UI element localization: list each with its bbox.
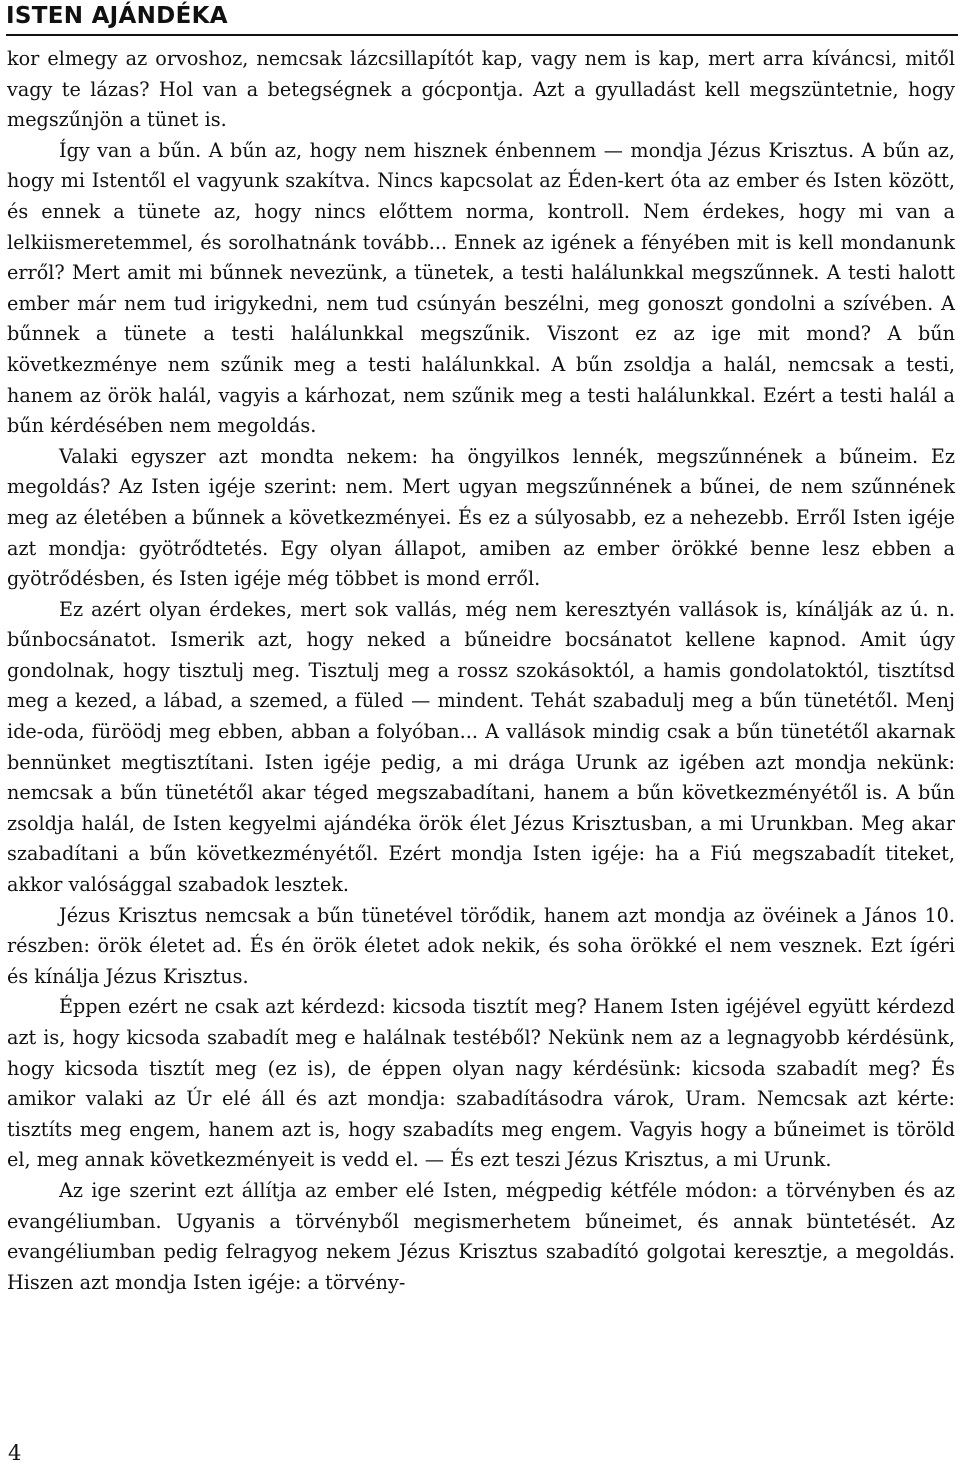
paragraph: Éppen ezért ne csak azt kérdezd: kicsoda tisztít meg? Hanem Isten igéjével együtt kérdezd azt is, hogy kicsoda szabadít meg e halálnak testéből? Nekünk nem az a legnagyobb kérdésünk, hogy kicsoda tisztít meg (ez is), de éppen olyan nagy kérdésünk: kicsoda szabadít meg? És amikor valaki az Úr elé áll és azt mondja: szabadításodra várok, Uram. Nemcsak azt kérte: tisztíts meg engem, hanem azt is, hogy szabadíts meg engem. Vagyis hogy a bűneimet is töröld el, meg annak következményeit is vedd el. — És ezt teszi Jézus Krisztus, a mi Urunk. (7, 995, 955, 1172)
paragraph: Ez azért olyan érdekes, mert sok vallás, még nem keresztyén vallások is, kínálják az ú. n. bűnbocsánatot. Ismerik azt, hogy neked a bűneidre bocsánatot kellene kapnod. Amit úgy gondolnak, hogy tisztulj meg. Tisztulj meg a rossz szokásoktól, a hamis gondolatoktól, tisztítsd meg a kezed, a lábad, a szemed, a füled — mindent. Tehát szabadulj meg a bűn tünetétől. Menj ide-oda, füröödj meg ebben, abban a folyóban... A vallások mindig csak a bűn tünetétől akarnak bennünket megtisztítani. Isten igéje pedig, a mi drága Urunk az igében azt mondja nekünk: nemcsak a bűn tünetétől akar téged megszabadítani, hanem a bűn következményétől is. A bűn zsoldja halál, de Isten kegyelmi ajándéka örök élet Jézus Krisztusban, a mi Urunkban. Meg akar szabadítani a bűn következményétől. Ezért mondja Isten igéje: ha a Fiú megszabadít titeket, akkor valósággal szabadok lesztek. (7, 597, 955, 897)
body-text (7, 44, 955, 1298)
page-number: 4 (8, 1441, 22, 1465)
paragraph: Jézus Krisztus nemcsak a bűn tünetével törődik, hanem azt mondja az övéinek a János 10. részben: örök életet ad. És én örök életet adok nekik, és soha örökké el nem vesznek. Ezt ígéri és kínálja Jézus Krisztus. (7, 903, 955, 988)
running-head-title: ISTEN AJÁNDÉKA (6, 3, 228, 29)
paragraph: Az ige szerint ezt állítja az ember elé Isten, mégpedig kétféle módon: a törvényben és az evangéliumban. Ugyanis a törvényből megismerhetem bűneimet, és annak büntetését. Az evangéliumban pedig felragyog nekem Jézus Krisztus szabadító golgotai keresztje, a megoldás. Hiszen azt mondja Isten igéje: a törvény- (7, 1178, 955, 1294)
header-rule (6, 34, 958, 36)
paragraph: Így van a bűn. A bűn az, hogy nem hisznek énbennem — mondja Jézus Krisztus. A bűn az, hogy mi Istentől el vagyunk szakítva. Nincs kapcsolat az Éden-kert óta az ember és Isten között, és ennek a tünete az, hogy nincs előttem norma, kontroll. Nem érdekes, hogy mi van a lelkiismeretemmel, és sorolhatnánk tovább... Ennek az igének a fényében mit is kell mondanunk erről? Mert amit mi bűnnek nevezünk, a tünetek, a testi halálunkkal megszűnnek. A testi halott ember már nem tud irigykedni, nem tud csúnyán beszélni, meg gonoszt gondolni a szívében. A bűnnek a tünete a testi halálunkkal megszűnik. Viszont ez az ige mit mond? A bűn következménye nem szűnik meg a testi halálunkkal. A bűn zsoldja a halál, nemcsak a testi, hanem az örök halál, vagyis a kárhozat, nem szűnik meg a testi halálunkkal. Ezért a testi halál a bűn kérdésében nem megoldás. (7, 138, 955, 438)
paragraph: Valaki egyszer azt mondta nekem: ha öngyilkos lennék, megszűnnének a bűneim. Ez megoldás? Az Isten igéje szerint: nem. Mert ugyan megszűnnének a bűnei, de nem szűnnének meg az életében a bűnnek a következményei. És ez a súlyosabb, ez a nehezebb. Erről Isten igéje azt mondja: gyötrődtetés. Egy olyan állapot, amiben az ember örökké benne lesz ebben a gyötrődésben, és Isten igéje még többet is mond erről. (7, 444, 955, 591)
paragraph: kor elmegy az orvoshoz, nemcsak lázcsillapítót kap, vagy nem is kap, mert arra kíváncsi, mitől vagy te lázas? Hol van a betegségnek a gócpontja. Azt a gyulladást kell megszüntetnie, hogy megszűnjön a tünet is. (7, 47, 955, 132)
